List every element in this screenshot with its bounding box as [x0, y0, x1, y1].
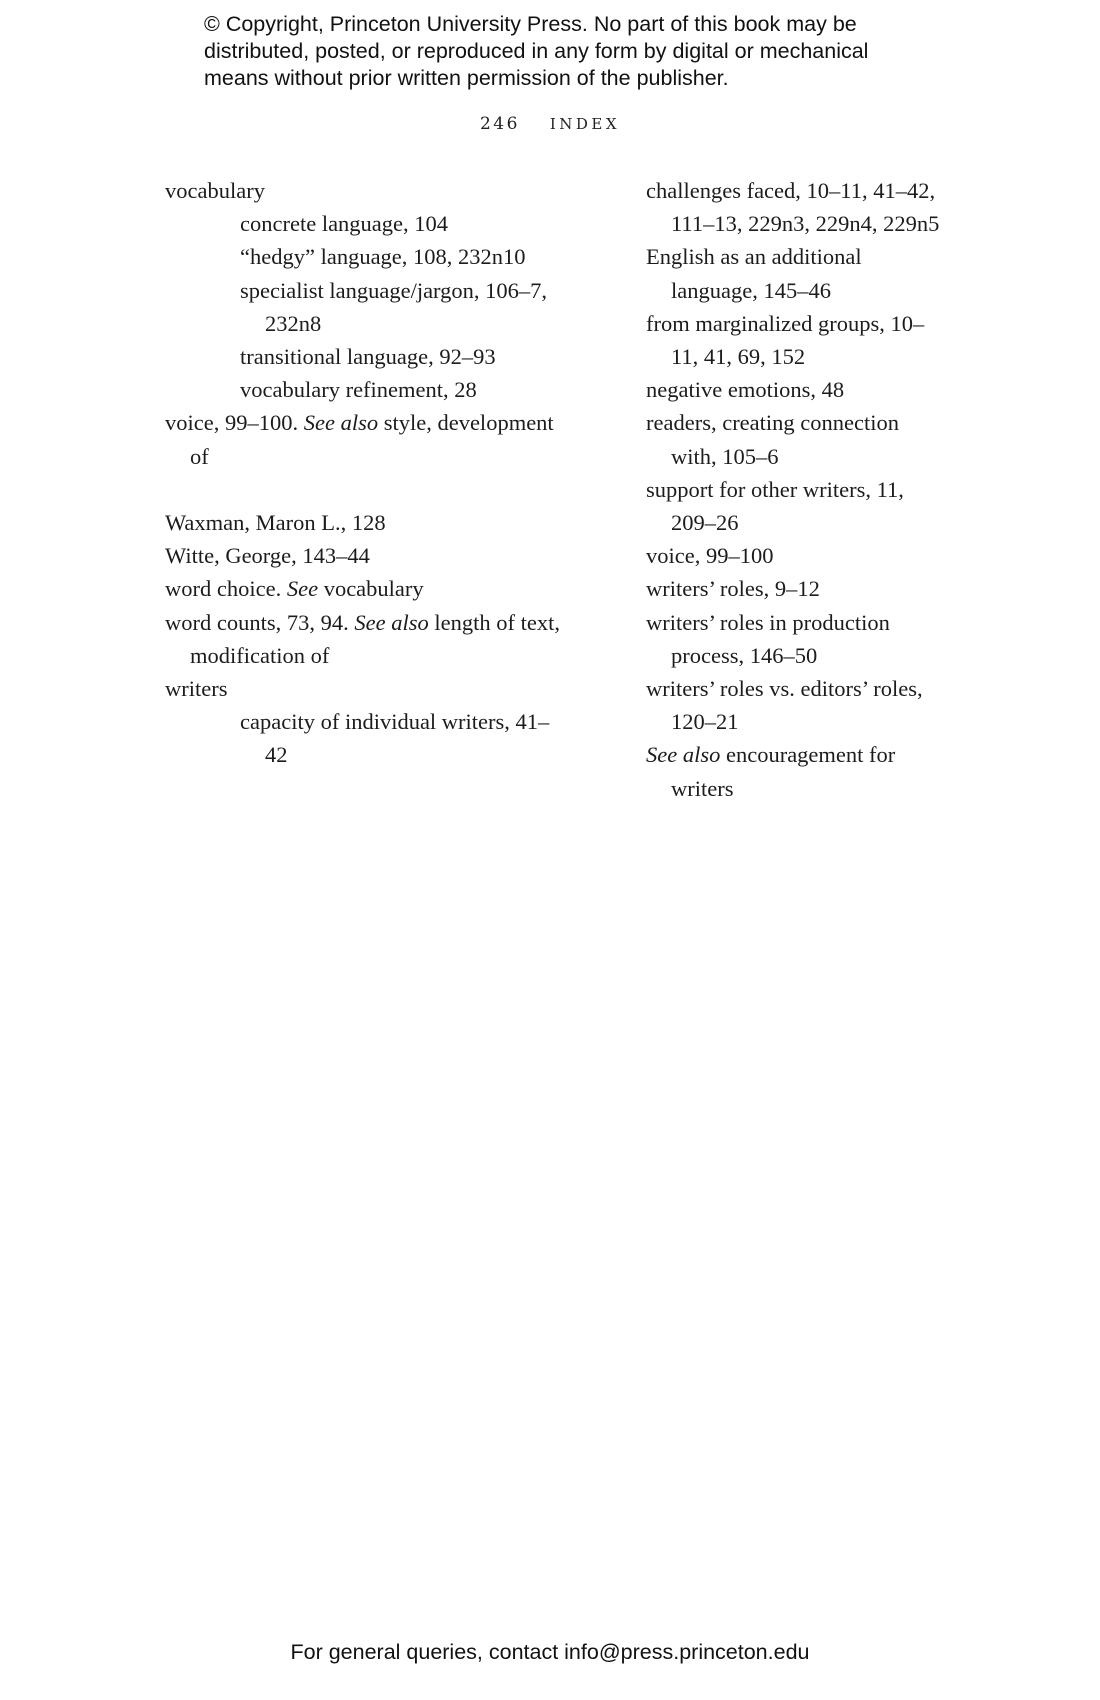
see-also-reference: See also: [303, 410, 379, 436]
index-entry-voice: [165, 406, 565, 472]
see-reference: See: [286, 576, 319, 602]
index-subentry-see-also: [646, 738, 946, 804]
page-number: 246: [479, 114, 520, 134]
index-entry-word-choice: [165, 572, 565, 605]
entry-text: word counts, 73, 94.: [165, 609, 355, 635]
index-subentry: specialist language/jargon, 106–7, 232n8: [240, 277, 548, 336]
index-subentry: challenges faced, 10–11, 41–42, 111–13, 229n3, 229n4, 229n5: [646, 178, 940, 237]
copyright-notice: © Copyright, Princeton University Press. No part of this book may be distributed, posted, or reproduced in any form by digital or mechanical means without prior written permission of the publisher.: [204, 12, 869, 90]
entry-text: voice, 99–100.: [165, 410, 304, 436]
index-subentry: voice, 99–100: [646, 543, 774, 569]
index-subentry: from marginalized groups, 10–11, 41, 69, 152: [646, 310, 925, 370]
entry-text: word choice.: [165, 576, 287, 602]
index-entry-witte: Witte, George, 143–44: [165, 543, 370, 569]
see-also-reference: See also: [646, 742, 721, 768]
entry-text: style, development of: [190, 410, 554, 469]
index-subentry: writers’ roles vs. editors’ roles, 120–21: [646, 676, 923, 735]
index-subentry: readers, creating connection with, 105–6: [646, 410, 899, 469]
index-subentry: “hedgy” language, 108, 232n10: [240, 244, 526, 270]
index-subentry: writers’ roles in production process, 146–50: [646, 609, 890, 668]
index-subentry: vocabulary refinement, 28: [240, 377, 477, 403]
footer-contact: For general queries, contact info@press.princeton.edu: [290, 1640, 810, 1664]
index-subentry: transitional language, 92–93: [240, 344, 496, 370]
index-entry-waxman: Waxman, Maron L., 128: [165, 510, 386, 536]
index-subentry: capacity of individual writers, 41–42: [240, 709, 550, 768]
index-entry-word-counts: [165, 606, 565, 672]
see-also-reference: See also: [354, 609, 429, 635]
entry-text: length of text, modification of: [190, 609, 560, 668]
index-column-left: [165, 174, 565, 772]
entry-text: vocabulary: [318, 576, 424, 602]
index-column-right: [646, 174, 946, 805]
index-subentry: English as an additional language, 145–46: [646, 244, 862, 303]
letter-group-gap: [165, 473, 565, 506]
running-head: [0, 114, 1100, 134]
index-entry-vocabulary: vocabulary: [165, 178, 265, 203]
index-subentry: support for other writers, 11, 209–26: [646, 476, 904, 536]
index-subentry: writers’ roles, 9–12: [646, 576, 820, 602]
section-title: INDEX: [549, 115, 621, 133]
index-entry-writers: writers: [165, 676, 228, 702]
index-subentry: concrete language, 104: [240, 211, 449, 237]
index-subentry: negative emotions, 48: [646, 377, 845, 403]
entry-text: encouragement for writers: [671, 742, 896, 801]
